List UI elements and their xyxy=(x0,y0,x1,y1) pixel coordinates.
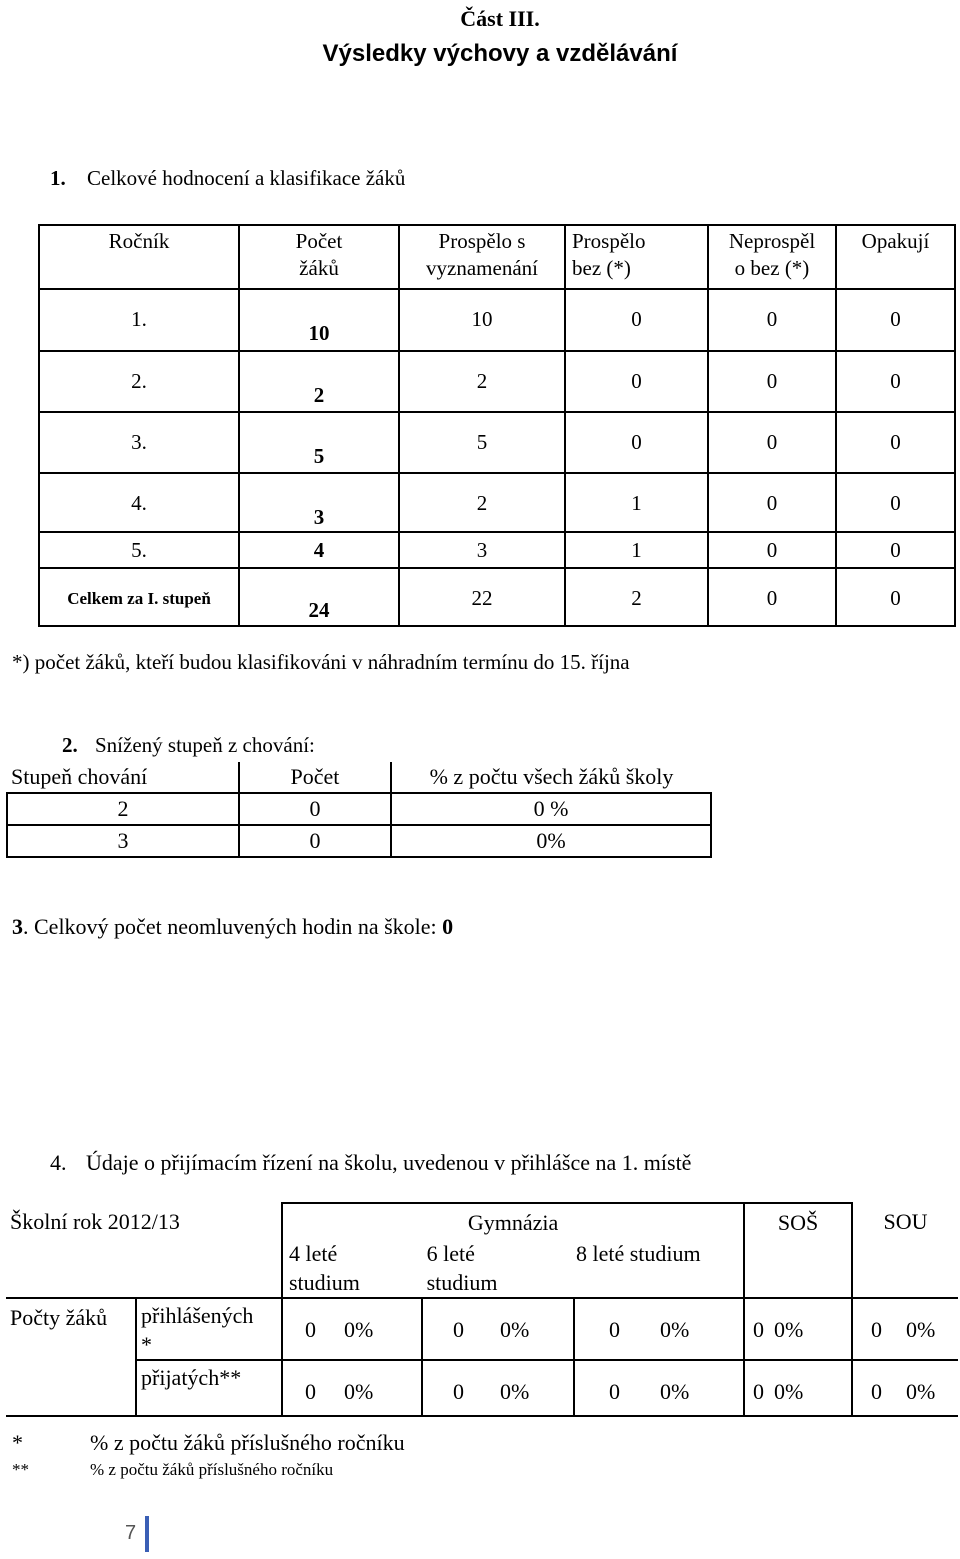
section-1-number: 1. xyxy=(50,166,66,190)
col-header-stupen: Stupeň chování xyxy=(7,762,239,793)
part-heading: Část III. xyxy=(460,6,540,31)
footnote-1 xyxy=(12,1430,405,1456)
cell-pocet: 4 xyxy=(239,532,399,568)
col-header-pct: % z počtu všech žáků školy xyxy=(391,762,711,793)
school-year-header: Školní rok 2012/13 xyxy=(6,1203,282,1298)
col-header-opakuji: Opakují xyxy=(836,225,955,289)
cell-vyzn: 22 xyxy=(399,568,565,626)
cell-pct: 0% xyxy=(391,825,711,857)
cell-pocet: 2 xyxy=(239,351,399,412)
section-1-title: Celkové hodnocení a klasifikace žáků xyxy=(87,166,406,190)
cell-vyzn: 2 xyxy=(399,351,565,412)
col-header-prospelo: Prospělo bez (*) xyxy=(565,225,708,289)
col-header-rocnik: Ročník xyxy=(39,225,239,289)
cell-vyzn: 2 xyxy=(399,473,565,532)
col-header-neprospel: Neprospěl o bez (*) xyxy=(708,225,836,289)
g4-label: 4 leté studium xyxy=(289,1241,360,1295)
section-3-number: 3 xyxy=(12,914,23,939)
section-3-value: 0 xyxy=(442,914,454,939)
cell-opak: 0 xyxy=(836,532,955,568)
cell-pocet: 0 xyxy=(239,793,391,825)
cell-opak: 0 xyxy=(836,473,955,532)
table-row xyxy=(39,473,955,532)
section-4-number: 4. xyxy=(50,1150,67,1175)
table-row xyxy=(39,351,955,412)
footnote-2-mark: ** xyxy=(12,1460,29,1479)
table-row-total xyxy=(39,568,955,626)
sou-header: SOU xyxy=(852,1203,958,1298)
cell-neprosp: 0 xyxy=(708,532,836,568)
prijatych-label: přijatých** xyxy=(136,1360,282,1416)
cell-sou: 0 0% xyxy=(852,1298,958,1360)
cell-g6: 0 0% xyxy=(422,1298,574,1360)
table-row xyxy=(39,532,955,568)
footnote-1-text: % z počtu žáků příslušného ročníku xyxy=(90,1430,405,1455)
table-row xyxy=(39,289,955,351)
cell-pocet: 24 xyxy=(239,568,399,626)
prihlasenych-label: přihlášených * xyxy=(136,1298,282,1360)
footnote-1-mark: * xyxy=(12,1430,23,1455)
cell-neprosp: 0 xyxy=(708,351,836,412)
cell-neprosp: 0 xyxy=(708,568,836,626)
table-row xyxy=(7,793,711,825)
cell-pocet: 3 xyxy=(239,473,399,532)
table-row xyxy=(7,825,711,857)
behavior-table xyxy=(6,762,712,858)
page-title: Výsledky výchovy a vzdělávání xyxy=(322,40,678,67)
cell-opak: 0 xyxy=(836,289,955,351)
g8-label: 8 leté studium xyxy=(575,1241,701,1266)
g6-label: 6 leté studium xyxy=(426,1241,498,1295)
cell-pocet: 0 xyxy=(239,825,391,857)
table-header-row xyxy=(6,1203,958,1298)
cell-prosp: 0 xyxy=(565,289,708,351)
cell-rocnik-total: Celkem za I. stupeň xyxy=(39,568,239,626)
classification-table xyxy=(38,224,956,627)
cell-pct: 0 % xyxy=(391,793,711,825)
col-header-vyznamenani: Prospělo s vyznamenání xyxy=(399,225,565,289)
cell-rocnik: 1. xyxy=(39,289,239,351)
cell-rocnik: 2. xyxy=(39,351,239,412)
cell-g4: 0 0% xyxy=(282,1298,422,1360)
cell-stupen: 3 xyxy=(7,825,239,857)
cell-opak: 0 xyxy=(836,568,955,626)
footnote-2 xyxy=(12,1460,334,1480)
cell-neprosp: 0 xyxy=(708,289,836,351)
page-number: 7 xyxy=(125,1522,137,1544)
section-3-text: . Celkový počet neomluvených hodin na škole: xyxy=(23,914,443,939)
sos-header: SOŠ xyxy=(744,1203,852,1298)
gymnazia-header xyxy=(282,1203,744,1298)
cell-pocet: 10 xyxy=(239,289,399,351)
cell-g8: 0 0% xyxy=(574,1360,744,1416)
section-2-title: Snížený stupeň z chování: xyxy=(95,733,315,757)
cell-g4: 0 0% xyxy=(282,1360,422,1416)
cell-vyzn: 3 xyxy=(399,532,565,568)
table-header-row xyxy=(7,762,711,793)
section-2-heading xyxy=(62,733,315,758)
section-4-heading xyxy=(50,1150,691,1176)
section-1-footnote: *) počet žáků, kteří budou klasifikováni v náhradním termínu do 15. října xyxy=(12,650,630,674)
cell-prosp: 1 xyxy=(565,532,708,568)
table-row-prihlasenych xyxy=(6,1298,958,1360)
cell-sos: 0 0% xyxy=(744,1360,852,1416)
cell-vyzn: 10 xyxy=(399,289,565,351)
cell-stupen: 2 xyxy=(7,793,239,825)
table-header-row xyxy=(39,225,955,289)
cell-g8: 0 0% xyxy=(574,1298,744,1360)
cell-rocnik: 4. xyxy=(39,473,239,532)
table-row-prijatych xyxy=(6,1360,958,1416)
section-3-line xyxy=(12,914,453,940)
cell-sos: 0 0% xyxy=(744,1298,852,1360)
gymnazia-label: Gymnázia xyxy=(467,1210,559,1235)
cell-prosp: 2 xyxy=(565,568,708,626)
page-number-bar xyxy=(145,1516,149,1552)
cell-opak: 0 xyxy=(836,412,955,473)
cell-neprosp: 0 xyxy=(708,473,836,532)
section-2-number: 2. xyxy=(62,733,78,757)
cell-prosp: 1 xyxy=(565,473,708,532)
cell-g6: 0 0% xyxy=(422,1360,574,1416)
cell-prosp: 0 xyxy=(565,412,708,473)
pocty-zaku-label: Počty žáků xyxy=(6,1298,136,1416)
admission-table xyxy=(6,1202,958,1417)
cell-rocnik: 3. xyxy=(39,412,239,473)
col-header-pocet: Počet xyxy=(239,762,391,793)
cell-rocnik: 5. xyxy=(39,532,239,568)
section-4-title: Údaje o přijímacím řízení na školu, uvedenou v přihlášce na 1. místě xyxy=(86,1150,692,1175)
footnote-2-text: % z počtu žáků příslušného ročníku xyxy=(90,1460,334,1479)
table-row xyxy=(39,412,955,473)
col-header-pocet: Počet žáků xyxy=(239,225,399,289)
cell-neprosp: 0 xyxy=(708,412,836,473)
cell-pocet: 5 xyxy=(239,412,399,473)
cell-prosp: 0 xyxy=(565,351,708,412)
cell-sou: 0 0% xyxy=(852,1360,958,1416)
cell-opak: 0 xyxy=(836,351,955,412)
section-1-heading xyxy=(50,166,405,191)
cell-vyzn: 5 xyxy=(399,412,565,473)
